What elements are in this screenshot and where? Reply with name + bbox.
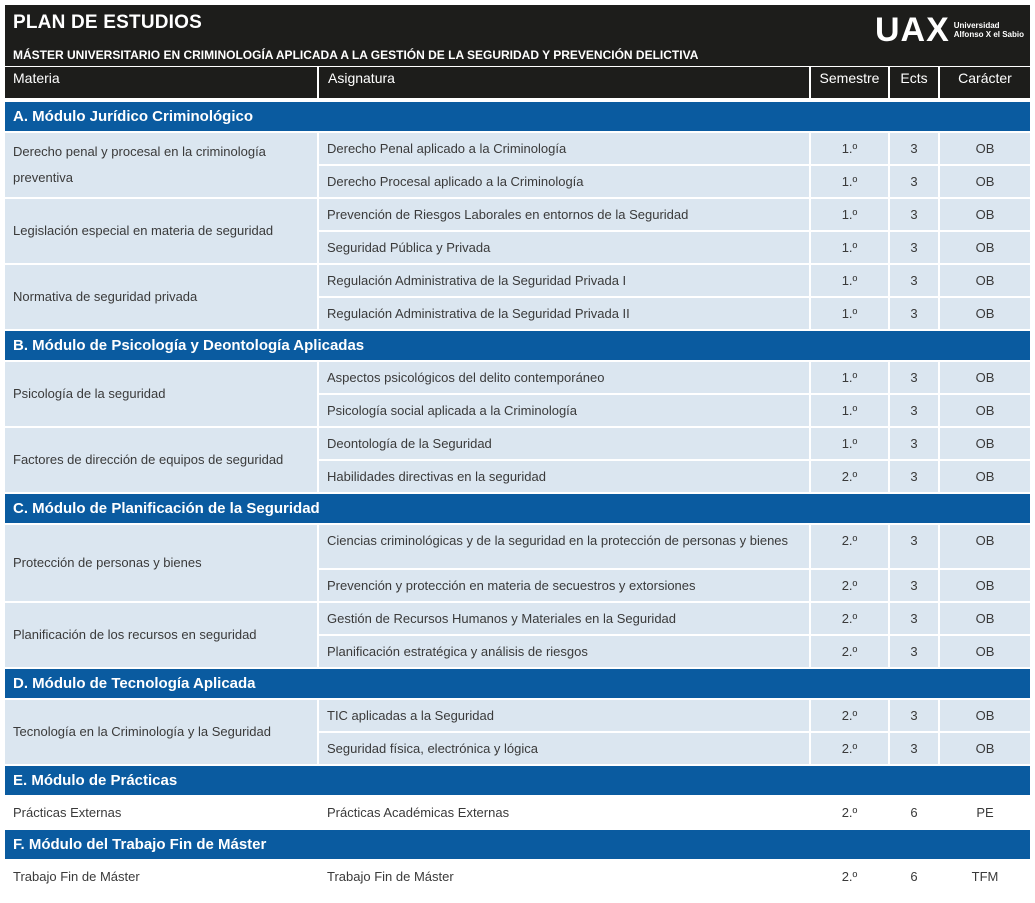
caracter-cell: OB <box>940 700 1030 731</box>
semestre-cell: 2.º <box>811 570 888 601</box>
ects-cell: 3 <box>890 733 938 764</box>
semestre-cell: 1.º <box>811 265 888 296</box>
semestre-cell: 1.º <box>811 298 888 329</box>
ects-cell: 3 <box>890 428 938 459</box>
caracter-cell: TFM <box>940 861 1030 892</box>
document-header <box>5 5 1030 66</box>
materia-cell: Normativa de seguridad privada <box>5 265 317 329</box>
semestre-cell: 2.º <box>811 461 888 492</box>
ects-cell: 3 <box>890 525 938 568</box>
ects-cell: 3 <box>890 461 938 492</box>
caracter-cell: OB <box>940 166 1030 197</box>
asignatura-cell: Psicología social aplicada a la Criminología <box>319 395 809 426</box>
module-header <box>5 102 1030 131</box>
column-header-semestre-label: Semestre <box>819 70 880 86</box>
semestre-cell: 1.º <box>811 232 888 263</box>
semestre-cell: 2.º <box>811 636 888 667</box>
asignatura-cell: Seguridad física, electrónica y lógica <box>319 733 809 764</box>
ects-cell: 3 <box>890 166 938 197</box>
asignatura-cell: Ciencias criminológicas y de la seguridad en la protección de personas y bienes <box>319 525 809 568</box>
caracter-cell: OB <box>940 362 1030 393</box>
caracter-cell: OB <box>940 733 1030 764</box>
module-title: F. Módulo del Trabajo Fin de Máster <box>13 836 267 853</box>
module-title: C. Módulo de Planificación de la Seguridad <box>13 500 320 517</box>
semestre-cell: 1.º <box>811 428 888 459</box>
caracter-cell: OB <box>940 603 1030 634</box>
module-header <box>5 766 1030 795</box>
column-header-materia-label: Materia <box>13 70 60 86</box>
asignatura-cell: Habilidades directivas en la seguridad <box>319 461 809 492</box>
module-header <box>5 669 1030 698</box>
semestre-cell: 1.º <box>811 395 888 426</box>
module-title: A. Módulo Jurídico Criminológico <box>13 108 253 125</box>
materia-cell: Derecho penal y procesal en la criminología preventiva <box>5 133 317 197</box>
module-title: D. Módulo de Tecnología Aplicada <box>13 675 256 692</box>
logo-line-2: Alfonso X el Sabio <box>953 30 1024 39</box>
caracter-cell: OB <box>940 461 1030 492</box>
asignatura-cell: Derecho Procesal aplicado a la Criminología <box>319 166 809 197</box>
asignatura-cell: Seguridad Pública y Privada <box>319 232 809 263</box>
semestre-cell: 1.º <box>811 133 888 164</box>
ects-cell: 3 <box>890 636 938 667</box>
caracter-cell: OB <box>940 570 1030 601</box>
module-title: E. Módulo de Prácticas <box>13 772 178 789</box>
asignatura-cell: Aspectos psicológicos del delito contemporáneo <box>319 362 809 393</box>
uax-logo <box>875 11 1024 49</box>
column-header-asignatura-label: Asignatura <box>328 70 395 86</box>
column-header-semestre <box>811 67 888 98</box>
caracter-cell: OB <box>940 525 1030 568</box>
column-header-ects <box>890 67 938 98</box>
module-title: B. Módulo de Psicología y Deontología Aplicadas <box>13 337 365 354</box>
asignatura-cell: Regulación Administrativa de la Seguridad Privada I <box>319 265 809 296</box>
asignatura-cell: Trabajo Fin de Máster <box>319 861 809 892</box>
caracter-cell: OB <box>940 636 1030 667</box>
logo-caption <box>954 21 1024 39</box>
ects-cell: 3 <box>890 395 938 426</box>
caracter-cell: OB <box>940 199 1030 230</box>
asignatura-cell: Regulación Administrativa de la Seguridad Privada II <box>319 298 809 329</box>
semestre-cell: 2.º <box>811 733 888 764</box>
ects-cell: 3 <box>890 133 938 164</box>
semestre-cell: 1.º <box>811 362 888 393</box>
materia-cell: Trabajo Fin de Máster <box>5 861 317 892</box>
materia-cell: Planificación de los recursos en seguridad <box>5 603 317 667</box>
materia-cell: Psicología de la seguridad <box>5 362 317 426</box>
asignatura-cell: Prevención de Riesgos Laborales en entornos de la Seguridad <box>319 199 809 230</box>
caracter-cell: OB <box>940 232 1030 263</box>
column-header-materia <box>5 67 317 98</box>
logo-text: UAX <box>874 11 950 49</box>
ects-cell: 3 <box>890 362 938 393</box>
asignatura-cell: Deontología de la Seguridad <box>319 428 809 459</box>
caracter-cell: OB <box>940 265 1030 296</box>
asignatura-cell: Derecho Penal aplicado a la Criminología <box>319 133 809 164</box>
caracter-cell: OB <box>940 298 1030 329</box>
materia-cell: Tecnología en la Criminología y la Seguridad <box>5 700 317 764</box>
page-title: PLAN DE ESTUDIOS <box>13 12 202 33</box>
ects-cell: 3 <box>890 298 938 329</box>
materia-cell: Prácticas Externas <box>5 797 317 828</box>
ects-cell: 3 <box>890 199 938 230</box>
logo-line-1: Universidad <box>953 21 1000 30</box>
caracter-cell: OB <box>940 133 1030 164</box>
semestre-cell: 2.º <box>811 861 888 892</box>
module-header <box>5 830 1030 859</box>
ects-cell: 6 <box>890 861 938 892</box>
semestre-cell: 1.º <box>811 166 888 197</box>
materia-cell: Legislación especial en materia de seguridad <box>5 199 317 263</box>
column-header-ects-label: Ects <box>900 70 928 86</box>
materia-cell: Factores de dirección de equipos de seguridad <box>5 428 317 492</box>
asignatura-cell: TIC aplicadas a la Seguridad <box>319 700 809 731</box>
ects-cell: 3 <box>890 232 938 263</box>
asignatura-cell: Gestión de Recursos Humanos y Materiales en la Seguridad <box>319 603 809 634</box>
asignatura-cell: Prácticas Académicas Externas <box>319 797 809 828</box>
ects-cell: 3 <box>890 603 938 634</box>
ects-cell: 6 <box>890 797 938 828</box>
ects-cell: 3 <box>890 265 938 296</box>
asignatura-cell: Planificación estratégica y análisis de riesgos <box>319 636 809 667</box>
semestre-cell: 2.º <box>811 797 888 828</box>
module-header <box>5 331 1030 360</box>
caracter-cell: PE <box>940 797 1030 828</box>
column-header-asignatura <box>319 67 809 98</box>
semestre-cell: 2.º <box>811 700 888 731</box>
materia-cell: Protección de personas y bienes <box>5 525 317 601</box>
column-header-caracter <box>940 67 1030 98</box>
semestre-cell: 2.º <box>811 525 888 568</box>
semestre-cell: 2.º <box>811 603 888 634</box>
asignatura-cell: Prevención y protección en materia de secuestros y extorsiones <box>319 570 809 601</box>
column-header-caracter-label: Carácter <box>958 70 1012 86</box>
module-header <box>5 494 1030 523</box>
semestre-cell: 1.º <box>811 199 888 230</box>
caracter-cell: OB <box>940 395 1030 426</box>
page-subtitle: MÁSTER UNIVERSITARIO EN CRIMINOLOGÍA APLICADA A LA GESTIÓN DE LA SEGURIDAD Y PREVENCIÓN DELICTIVA <box>13 48 699 62</box>
ects-cell: 3 <box>890 570 938 601</box>
ects-cell: 3 <box>890 700 938 731</box>
caracter-cell: OB <box>940 428 1030 459</box>
